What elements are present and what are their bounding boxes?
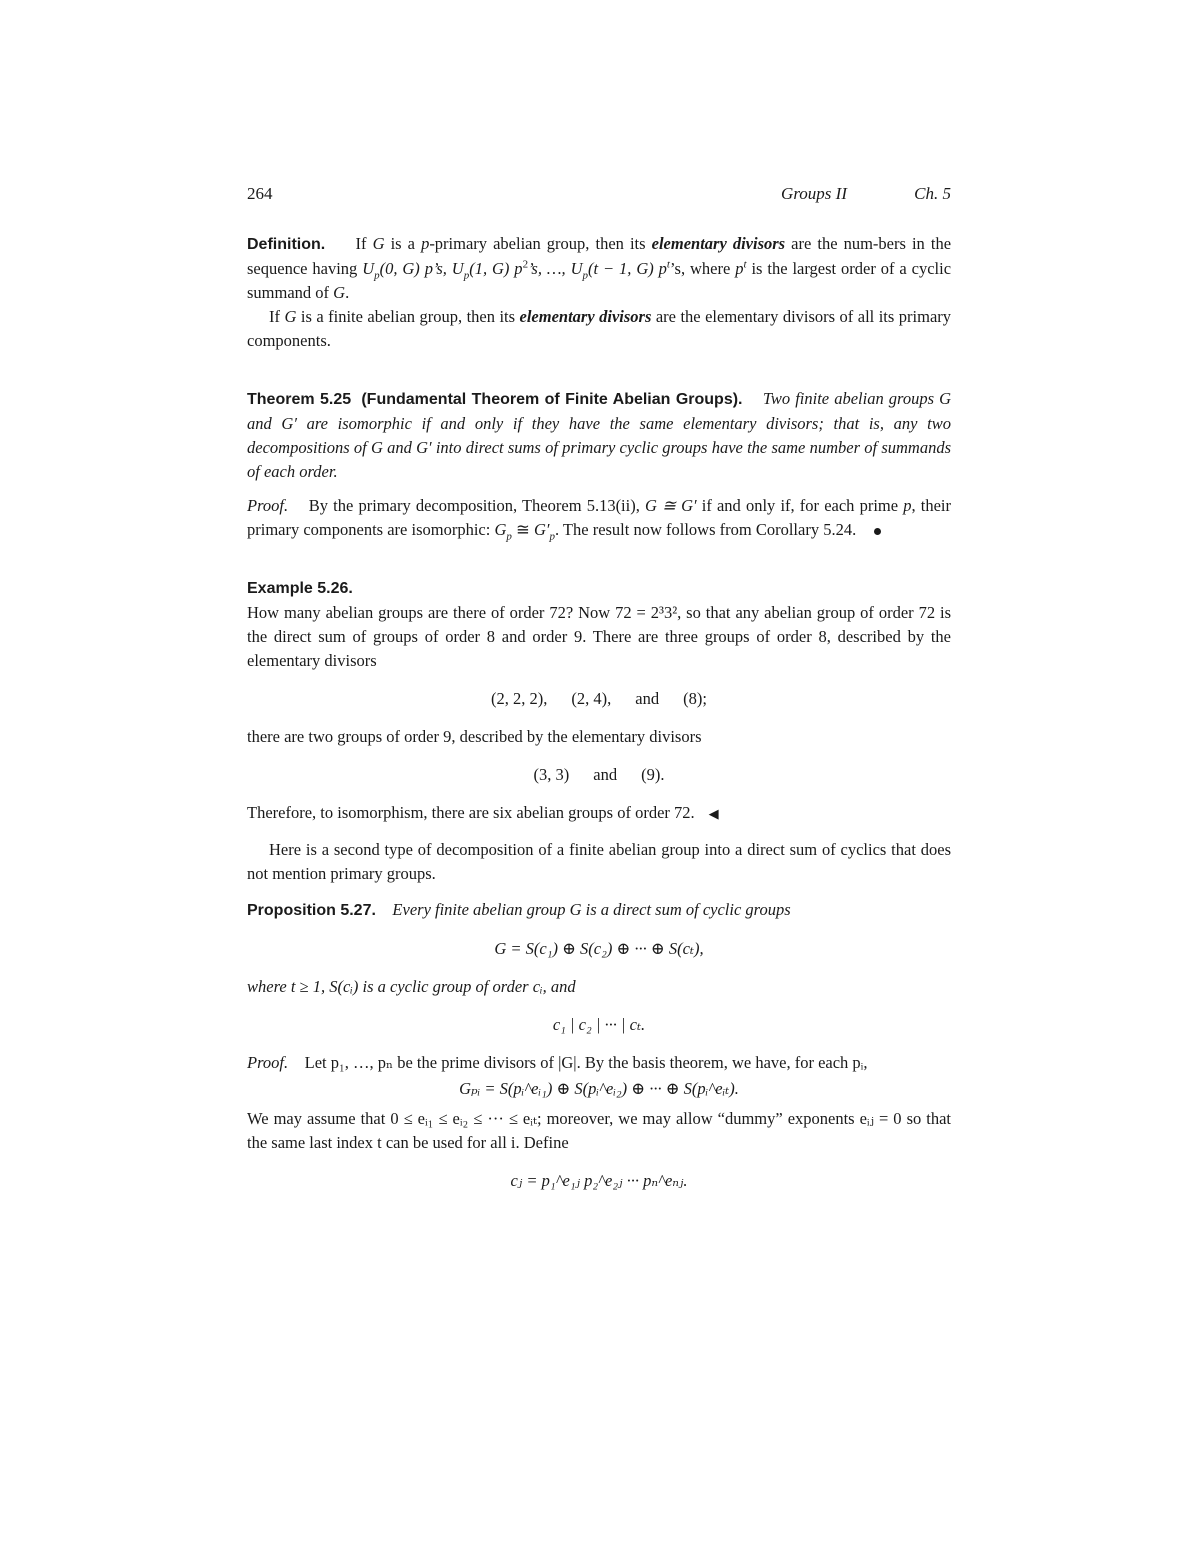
text: . The result now follows from Corollary 5.24. [554, 520, 857, 539]
math: p [903, 496, 912, 515]
math: (3, 3) [533, 765, 570, 784]
page-body [247, 232, 951, 1207]
math: G [284, 307, 297, 326]
qed-bullet-icon [874, 528, 881, 535]
definition-paragraph: Definition. If G is a p-primary abelian group, then its elementary divisors are the num-bers in the sequence having $U_p(0$, G) p’s, $U_p(1$, G) $p^2’s$, …, $U_p(t - 1$, G) $p^t’s$, where $p^t$ is the largest order of a cyclic summand of G. [247, 234, 952, 302]
theorem-statement: Two finite abelian groups G and G′ are isomorphic if and only if they have the same elementary divisors; that is, any two decompositions of G and G′ into direct sums of primary cyclic groups have the same number of summands of each order. [247, 389, 952, 481]
text: if and only if, for each prime [696, 496, 904, 515]
text: and [593, 765, 618, 784]
display-equation-direct-sum: G = S(c₁) ⊕ S(c₂) ⊕ ··· ⊕ S(cₜ), [494, 939, 704, 958]
definition-heading: Definition. [247, 236, 326, 253]
text: are the num-bers in the sequence having [247, 234, 952, 278]
intro-paragraph: Here is a second type of decomposition of a finite abelian group into a direct sum of cyclics that does not mention primary groups. [247, 840, 951, 883]
example-heading: Example 5.26. [247, 580, 353, 597]
text: and [635, 689, 660, 708]
math: (8); [683, 689, 707, 708]
definition-paragraph-2 [247, 305, 951, 353]
display-equation-define-c: cⱼ = p₁^e₁ⱼ p₂^e₂ⱼ ··· pₙ^eₙⱼ. [510, 1171, 688, 1190]
text: By the primary decomposition, Theorem 5.13(ii), [308, 496, 646, 515]
math: G ≅ G′ [645, 496, 697, 515]
text: is the largest order of a cyclic summand of [247, 259, 952, 302]
math: (2, 2, 2), [491, 689, 548, 708]
text: ’s, where [669, 259, 731, 278]
text: is a finite abelian group, then its [296, 307, 520, 326]
math: (t − 1, G) p [588, 259, 667, 278]
display-equation-order-8 [247, 687, 951, 711]
math: G [372, 234, 385, 253]
text: is a [384, 234, 422, 253]
example-paragraph-2: there are two groups of order 9, described by the elementary divisors [247, 727, 702, 746]
proof-paragraph-2 [247, 1051, 951, 1075]
keyword: elementary divisors [651, 234, 786, 253]
proof-paragraph-3: We may assume that 0 ≤ eᵢ₁ ≤ eᵢ₂ ≤ ··· ≤ eᵢₜ; moreover, we may allow “dummy” exponents eᵢⱼ = 0 so that the same last index t can be used for all i. Define [247, 1109, 951, 1152]
text: ≅ [511, 520, 534, 539]
text: -primary abelian group, then its [429, 234, 652, 253]
text: If [269, 307, 285, 326]
running-title: Groups II [781, 184, 847, 203]
proof-label: Proof. [247, 1053, 289, 1072]
keyword: elementary divisors [519, 307, 652, 326]
proposition-paragraph [247, 898, 951, 923]
example-paragraph: How many abelian groups are there of order 72? Now 72 = 2³3², so that any abelian group of order 72 is the direct sum of groups of order 8 and order 9. There are three groups of order 8, described by the elementary divisors [247, 603, 951, 670]
proof-paragraph: Proof. By the primary decomposition, Theorem 5.13(ii), G ≅ G′ if and only if, for each prime p, their primary components are isomorphic: $G_p$ ≅ $G'_p$. The result now follows from Corollary 5.24. [247, 496, 951, 543]
proof-label: Proof. [247, 496, 289, 515]
example-heading-line [247, 576, 951, 601]
text: If [355, 234, 373, 253]
math: G [494, 520, 507, 539]
math: U [362, 259, 375, 278]
proposition-heading: Proposition 5.27. [247, 902, 376, 919]
text: , their primary components are isomorphic: [247, 496, 951, 539]
end-of-example-icon: ◀ [708, 806, 719, 821]
text: are the elementary divisors of all its primary components. [247, 307, 952, 350]
proposition-statement: Every finite abelian group G is a direct sum of cyclic groups [392, 900, 791, 919]
math: (1, G) p [469, 259, 523, 278]
math: p [421, 234, 430, 253]
theorem-heading: Theorem 5.25 [247, 391, 352, 408]
math: p [735, 259, 744, 278]
example-conclusion [247, 801, 951, 826]
math: G [333, 283, 346, 302]
chapter-label: Ch. 5 [914, 184, 951, 203]
math: (2, 4), [571, 689, 612, 708]
display-equation-order-9 [247, 763, 951, 787]
theorem-paragraph [247, 387, 951, 484]
page-number: 264 [247, 184, 273, 203]
proposition-where: where t ≥ 1, S(cᵢ) is a cyclic group of order cᵢ, and [247, 977, 576, 996]
text: Let p₁, …, pₙ be the prime divisors of |G|. By the basis theorem, we have, for each pᵢ, [304, 1053, 868, 1072]
math: (9). [641, 765, 665, 784]
math: ’s, …, U [528, 259, 583, 278]
display-equation-primary-decomposition: Gₚᵢ = S(pᵢ^eᵢ₁) ⊕ S(pᵢ^eᵢ₂) ⊕ ··· ⊕ S(pᵢ^eᵢₜ). [459, 1079, 739, 1098]
math: G′ [533, 520, 550, 539]
math: (0, G) p’s, U [379, 259, 464, 278]
theorem-name: (Fundamental Theorem of Finite Abelian Groups). [361, 391, 743, 408]
display-equation-divisibility: c₁ | c₂ | ··· | cₜ. [552, 1015, 646, 1034]
text: Therefore, to isomorphism, there are six abelian groups of order 72. [247, 803, 695, 822]
